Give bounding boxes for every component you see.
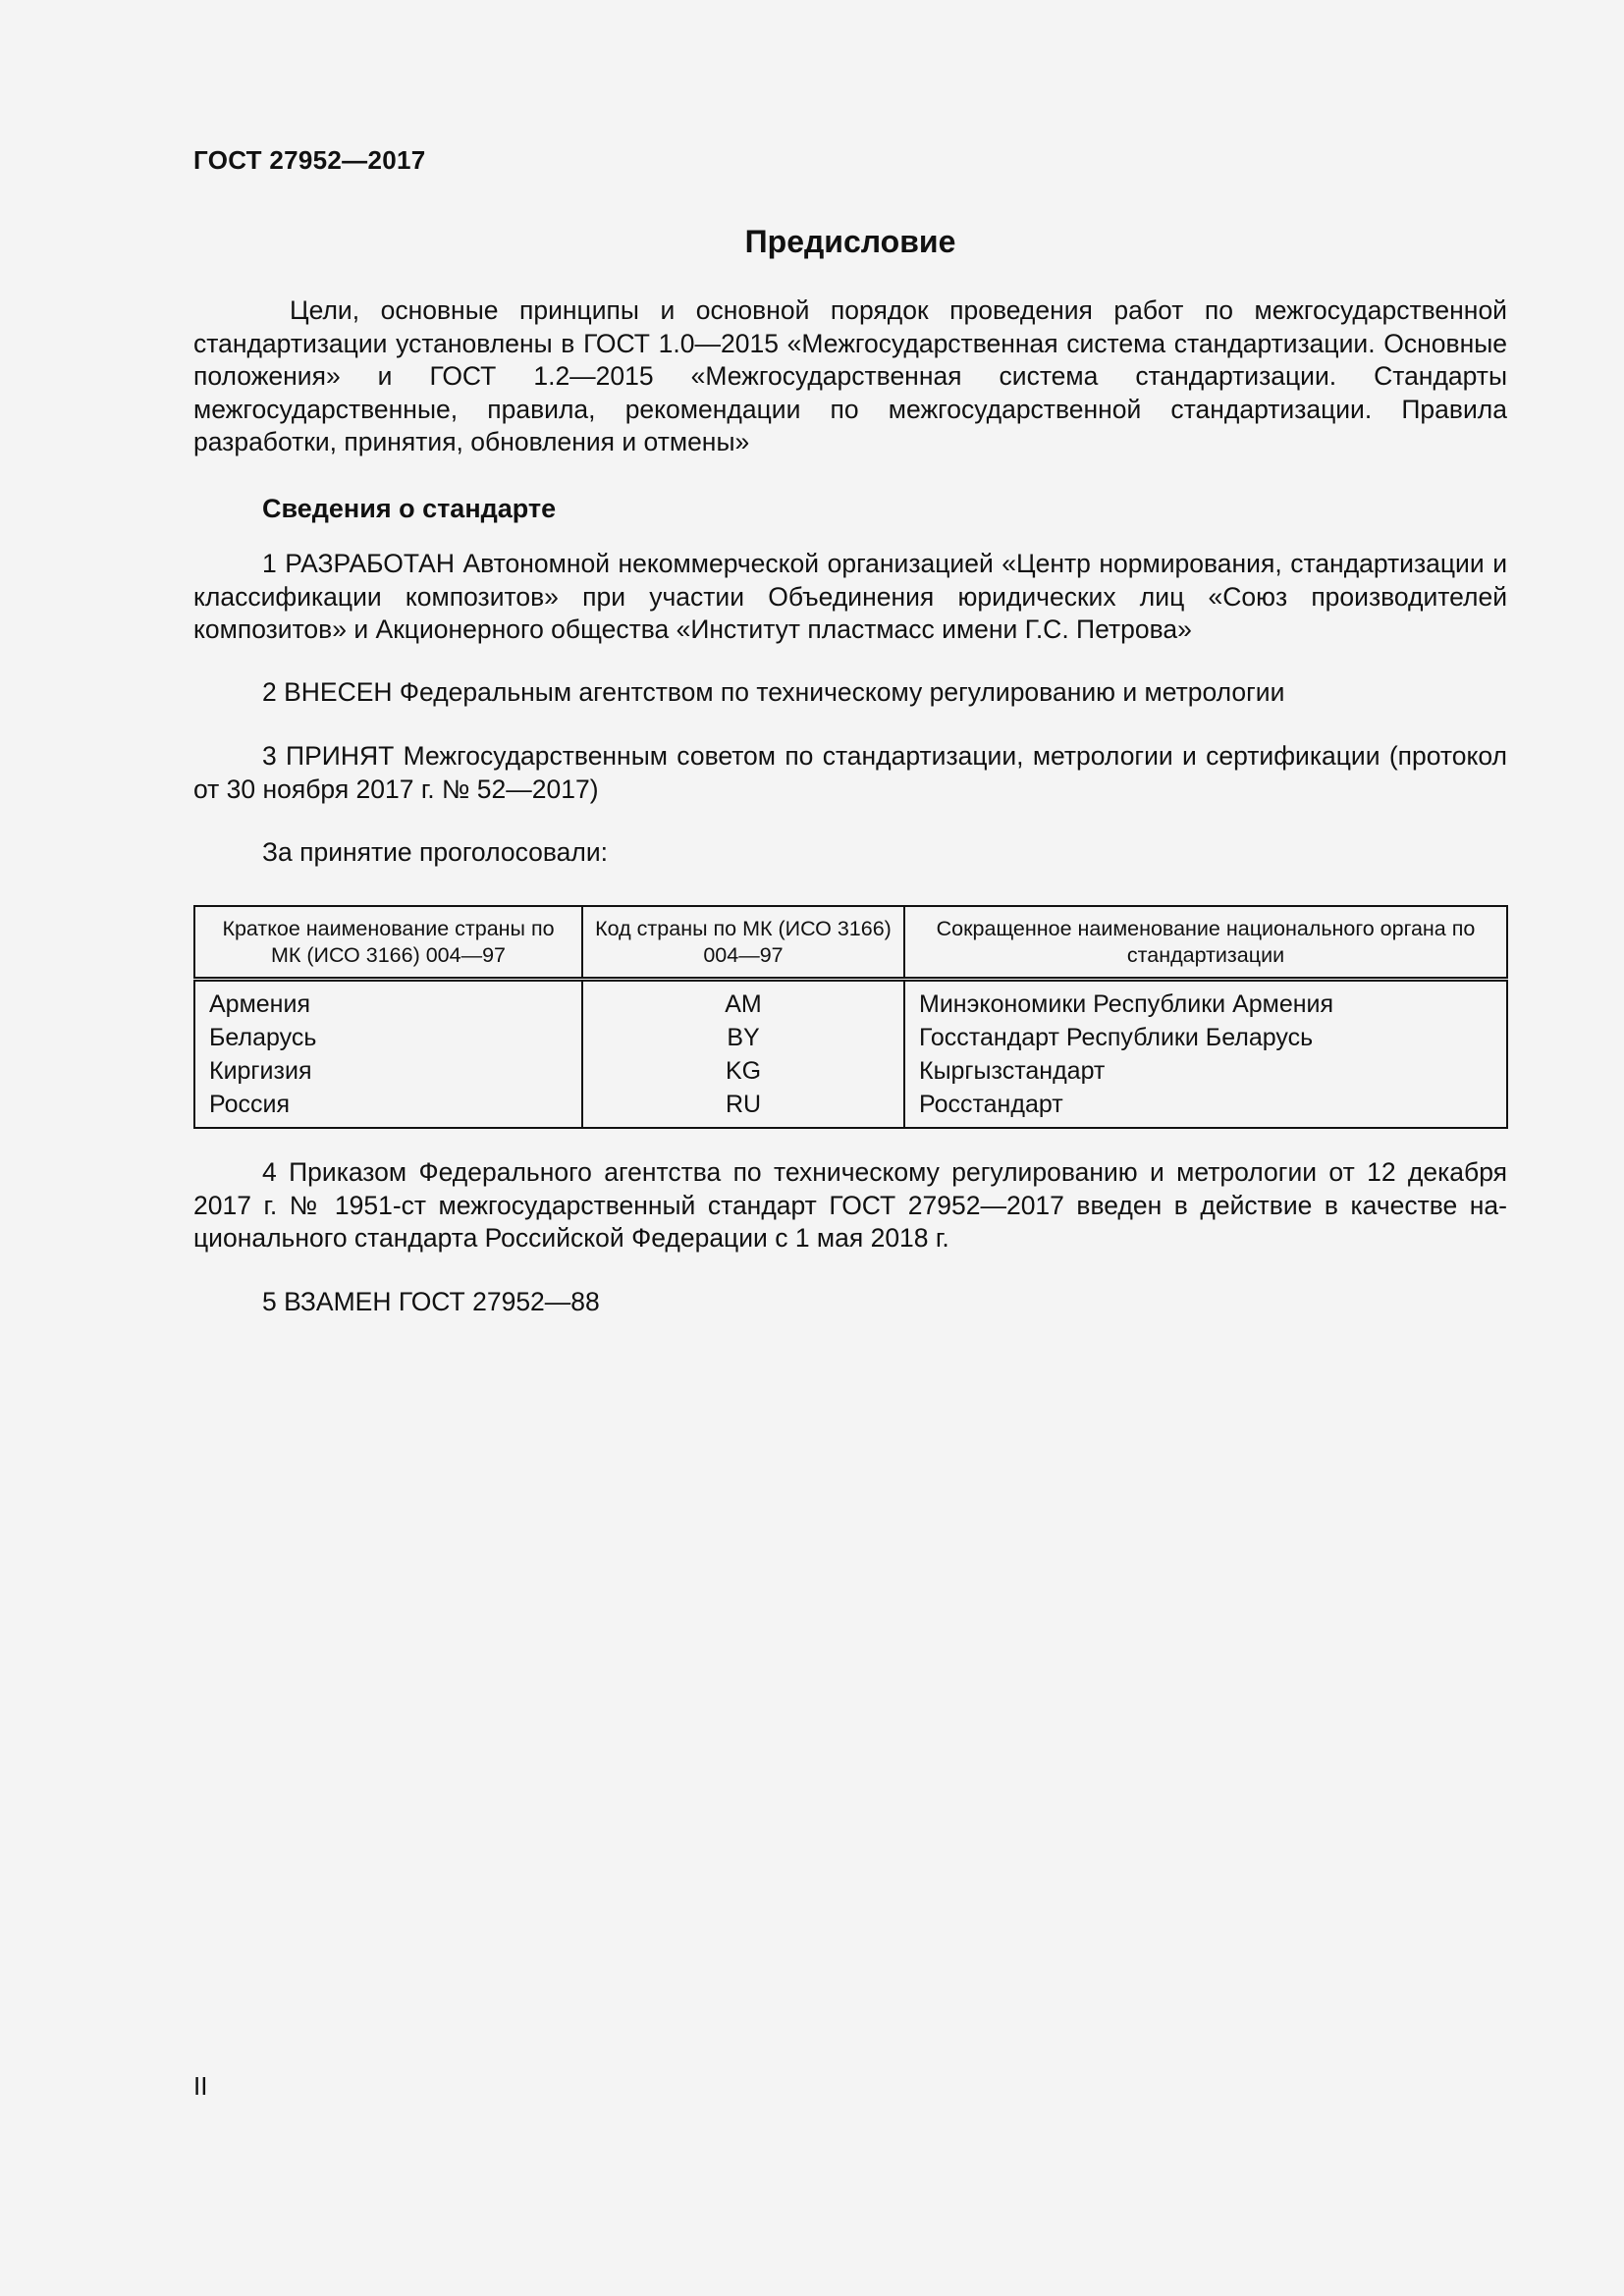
voting-countries-table (193, 905, 1508, 1129)
national-body-cell: Минэкономики Республики Армения (904, 980, 1507, 1022)
country-code-cell: AM (582, 980, 904, 1022)
item-enacted: 4 Приказом Федерального агентства по техническому регулированию и метрологии от 12 декабря 2017 г. № 1951-ст межгосударственный стандарт ГОСТ 27952—2017 введен в действие в качестве национального стандарта Российской Федерации с 1 мая 2018 г. (193, 1157, 1507, 1253)
country-name-cell: Россия (194, 1088, 582, 1128)
country-code-cell: BY (582, 1021, 904, 1054)
table-row (194, 1054, 1507, 1088)
intro-paragraph: Цели, основные принципы и основной порядок проведения работ по межгосударственной стандартизации установлены в ГОСТ 1.0—2015 «Межгосударственная система стандартизации. Основные положения» и ГОСТ 1.2—2015 «Межгосударственная система стандартизации. Стандарты межгосударственные, правила, рекомендации по межгосударственной стандартизации. Правила разработки, принятия, обновления и отмены» (193, 295, 1507, 456)
table-row (194, 1021, 1507, 1054)
item-developed: 1 РАЗРАБОТАН Автономной некоммерческой организацией «Центр нормирования, стандартизации и классификации композитов» при участии Объединения юридических лиц «Союз производителей композитов» и Акционерного общества «Институт пластмасс имени Г.С. Петрова» (193, 549, 1507, 644)
country-name-cell: Киргизия (194, 1054, 582, 1088)
item-submitted: 2 ВНЕСЕН Федеральным агентством по техническому регулированию и метрологии (262, 677, 1285, 707)
table-header-row (194, 906, 1507, 980)
item-replaces: 5 ВЗАМЕН ГОСТ 27952—88 (262, 1287, 600, 1316)
header-national-body: Сокращенное наименование национального органа по стандартизации (904, 906, 1507, 980)
national-body-cell: Госстандарт Республики Беларусь (904, 1021, 1507, 1054)
country-code-cell: KG (582, 1054, 904, 1088)
country-code-cell: RU (582, 1088, 904, 1128)
country-name-cell: Армения (194, 980, 582, 1022)
page-title: Предисловие (744, 224, 956, 259)
page-number: II (193, 2071, 208, 2101)
standard-info-heading: Сведения о стандарте (262, 494, 557, 523)
national-body-cell: Росстандарт (904, 1088, 1507, 1128)
vote-label: За принятие проголосовали: (262, 837, 609, 867)
header-country-name: Краткое наименование страны по МК (ИСО 3166) 004—97 (194, 906, 582, 980)
header-country-code: Код страны по МК (ИСО 3166) 004—97 (582, 906, 904, 980)
table-row (194, 1088, 1507, 1128)
country-name-cell: Беларусь (194, 1021, 582, 1054)
table-row (194, 980, 1507, 1022)
document-code-header: ГОСТ 27952—2017 (193, 145, 426, 175)
national-body-cell: Кыргызстандарт (904, 1054, 1507, 1088)
item-adopted: 3 ПРИНЯТ Межгосударственным советом по стандартизации, метрологии и сертификации (протокол от 30 ноября 2017 г. № 52—2017) (193, 741, 1507, 804)
